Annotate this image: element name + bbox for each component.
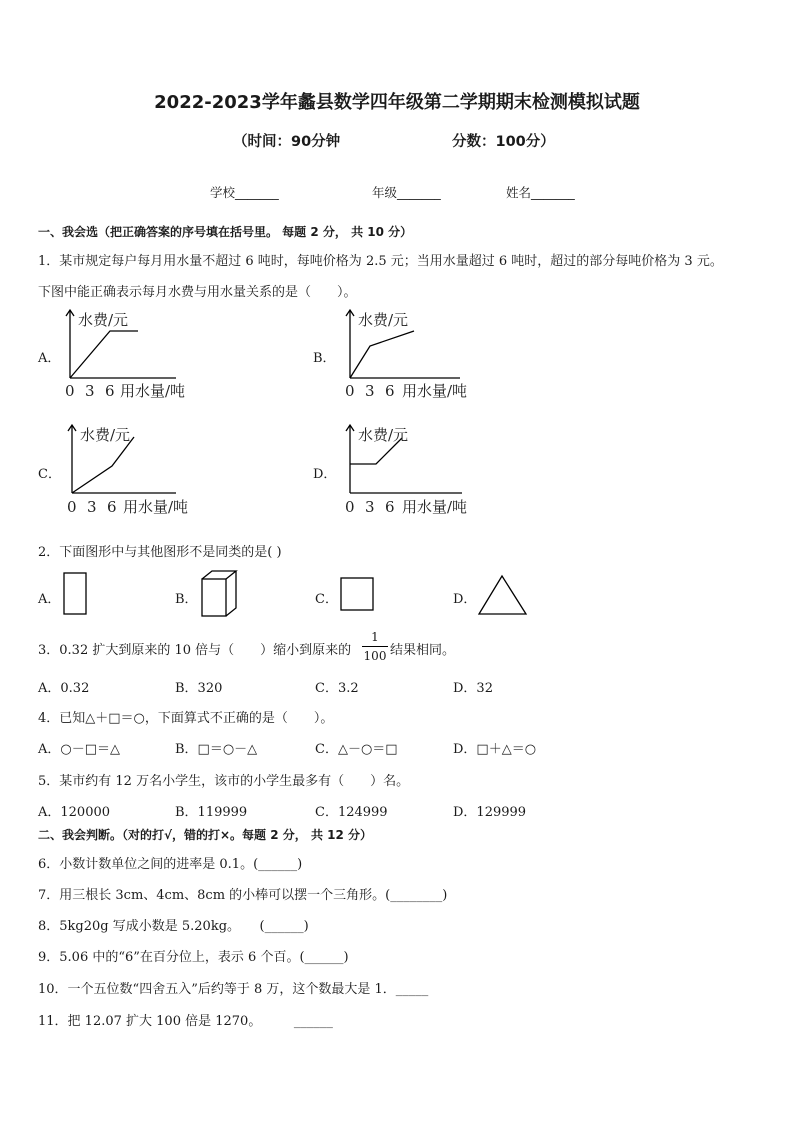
graph-d-tick-3: 3	[365, 498, 375, 516]
q3-fraction-numerator: 1	[371, 630, 379, 644]
q5-option-b: B．119999	[175, 805, 248, 820]
graph-d	[336, 421, 496, 521]
q1-line2: 下图中能正确表示每月水费与用水量关系的是（ ）。	[38, 285, 357, 300]
graph-a-tick-0: 0	[65, 382, 75, 400]
exam-score: 分数：100分）	[452, 134, 555, 150]
q2-option-b-label: B．	[175, 592, 198, 607]
graph-b-xlabel: 用水量/吨	[402, 382, 468, 400]
graph-d-tick-0: 0	[345, 498, 355, 516]
q1-option-a-label: A．	[38, 351, 61, 366]
graph-c-tick-0: 0	[67, 498, 77, 516]
graph-c-ylabel: 水费/元	[80, 426, 131, 444]
judge-item: 9．5.06 中的“6”在百分位上，表示 6 个百。(______)	[38, 950, 349, 965]
q4-option-a: A．○－□＝△	[38, 742, 121, 757]
q3-text-b: 结果相同。	[390, 643, 456, 658]
exam-time: （时间：90分钟	[233, 134, 341, 150]
q3-fraction	[362, 629, 388, 664]
q3-fraction-denominator: 100	[363, 649, 387, 663]
q1-option-b-label: B．	[313, 351, 336, 366]
section1-heading: 一、我会选（把正确答案的序号填在括号里。 每题 2 分， 共 10 分）	[38, 225, 413, 239]
q2-text: 2．下面图形中与其他图形不是同类的是( )	[38, 545, 282, 560]
graph-c-tick-3: 3	[87, 498, 97, 516]
rectangle-shape	[63, 572, 89, 616]
q2-option-c-label: C．	[315, 592, 338, 607]
q5-text: 5．某市约有 12 万名小学生，该市的小学生最多有（ ）名。	[38, 774, 410, 789]
graph-a-xlabel: 用水量/吨	[120, 382, 186, 400]
square-shape	[340, 577, 376, 613]
q2-option-d-label: D．	[453, 592, 477, 607]
q5-option-c: C．124999	[315, 805, 388, 820]
graph-b-tick-6: 6	[385, 382, 395, 400]
q4-option-d: D．□＋△＝○	[453, 742, 537, 757]
judge-item: 8．5kg20g 写成小数是 5.20kg。 (______)	[38, 919, 309, 934]
graph-a-ylabel: 水费/元	[78, 311, 129, 329]
q1-line1: 1．某市规定每户每月用水量不超过 6 吨时，每吨价格为 2.5 元；当用水量超过 6 吨时，超过的部分每吨价格为 3 元。	[38, 254, 723, 269]
graph-d-ylabel: 水费/元	[358, 426, 409, 444]
graph-c-tick-6: 6	[107, 498, 117, 516]
q4-option-b: B．□＝○－△	[175, 742, 258, 757]
name-field: 姓名_______	[506, 185, 575, 200]
graph-b-tick-0: 0	[345, 382, 355, 400]
q3-option-a: A．0.32	[38, 681, 90, 696]
q3-text-a: 3．0.32 扩大到原来的 10 倍与（ ）缩小到原来的	[38, 643, 352, 658]
q1-option-d-label: D．	[313, 467, 337, 482]
q4-text: 4．已知△＋□＝○，下面算式不正确的是（ ）。	[38, 711, 334, 726]
grade-field: 年级_______	[372, 185, 441, 200]
q5-option-a: A．120000	[38, 805, 111, 820]
q4-option-c: C．△－○＝□	[315, 742, 398, 757]
school-field: 学校_______	[210, 185, 279, 200]
graph-a	[56, 306, 216, 406]
graph-c	[56, 421, 216, 521]
q2-option-a-label: A．	[38, 592, 61, 607]
graph-c-xlabel: 用水量/吨	[123, 498, 189, 516]
graph-b-tick-3: 3	[365, 382, 375, 400]
q1-option-c-label: C．	[38, 467, 61, 482]
q3-option-b: B．320	[175, 681, 223, 696]
cuboid-shape	[201, 570, 241, 618]
graph-a-tick-3: 3	[85, 382, 95, 400]
judge-item: 11．把 12.07 扩大 100 倍是 1270。 ______	[38, 1014, 333, 1029]
triangle-shape	[478, 575, 530, 617]
graph-b-ylabel: 水费/元	[358, 311, 409, 329]
q3-option-c: C．3.2	[315, 681, 359, 696]
judge-item: 6．小数计数单位之间的进率是 0.1。(______)	[38, 857, 303, 872]
section2-heading: 二、我会判断。（对的打√，错的打×。每题 2 分， 共 12 分）	[38, 828, 372, 842]
graph-a-tick-6: 6	[105, 382, 115, 400]
judge-item: 10．一个五位数“四舍五入”后约等于 8 万，这个数最大是 1．_____	[38, 982, 429, 997]
q5-option-d: D．129999	[453, 805, 527, 820]
graph-b	[336, 306, 496, 406]
graph-d-tick-6: 6	[385, 498, 395, 516]
page-title: 2022-2023学年蠡县数学四年级第二学期期末检测模拟试题	[154, 92, 640, 113]
q3-option-d: D．32	[453, 681, 493, 696]
judge-item: 7．用三根长 3cm、4cm、8cm 的小棒可以摆一个三角形。(________)	[38, 888, 448, 903]
graph-d-xlabel: 用水量/吨	[402, 498, 468, 516]
